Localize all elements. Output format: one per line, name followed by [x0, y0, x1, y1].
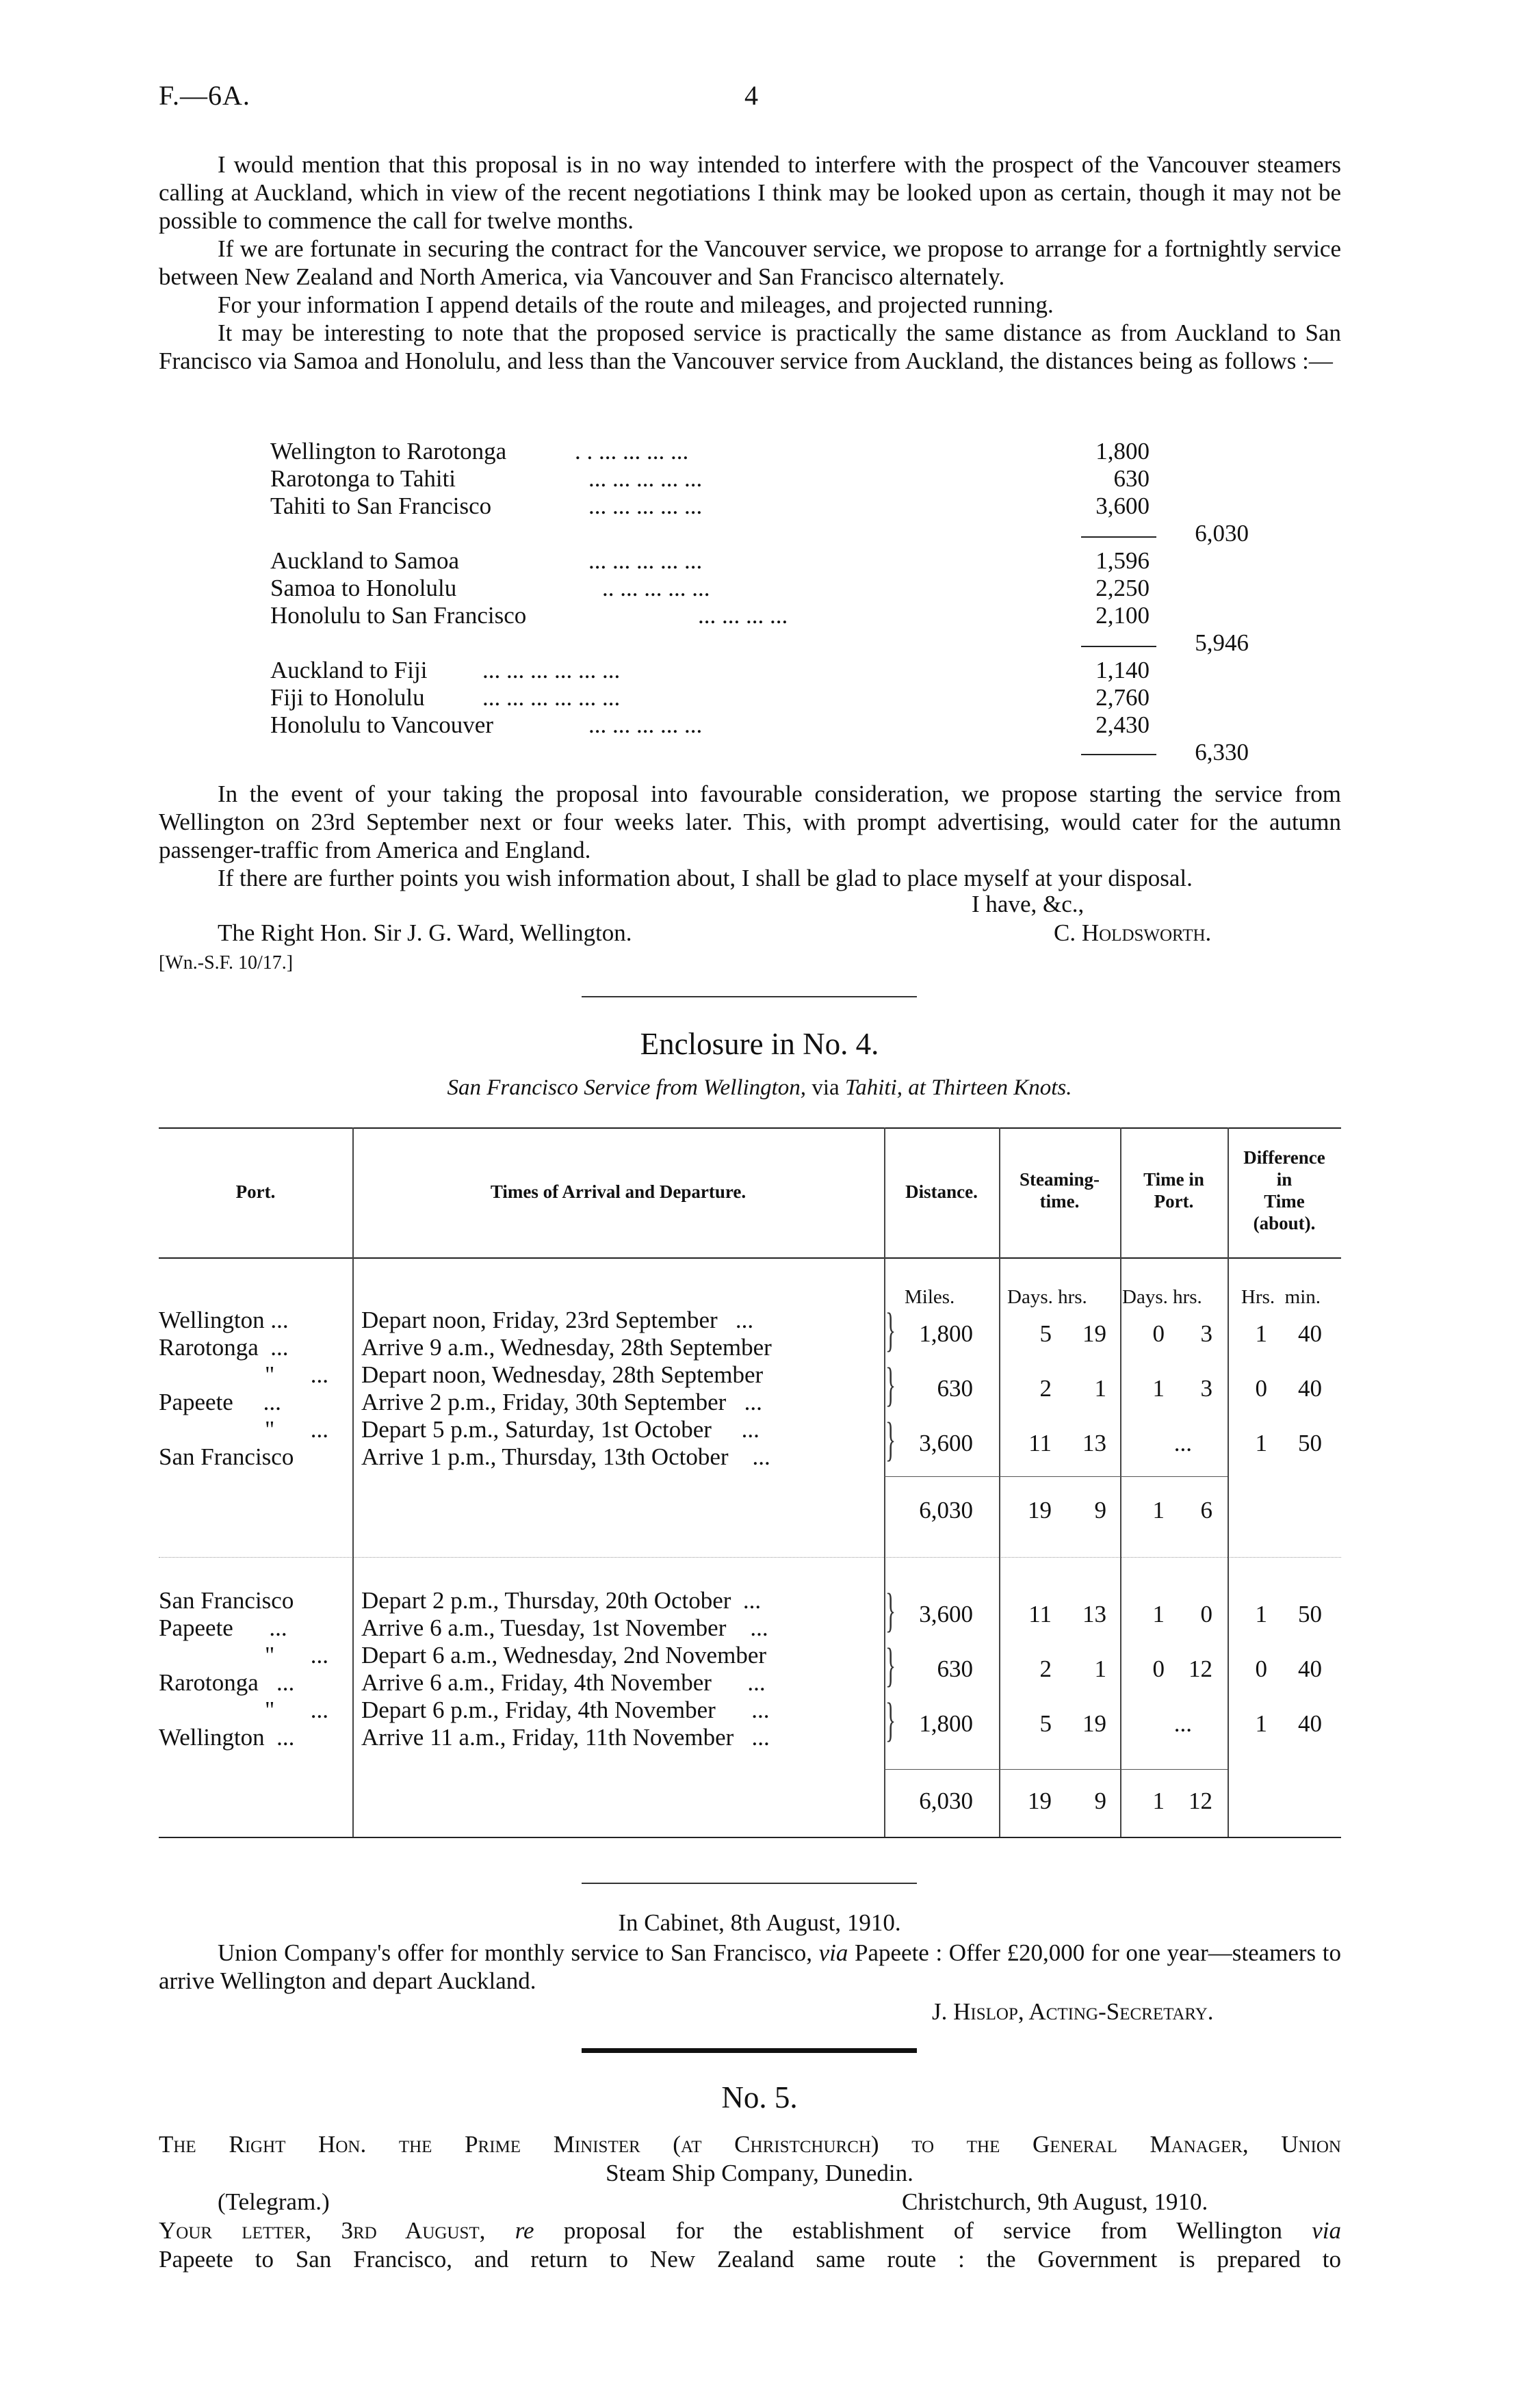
leader-dots: ... ... ... ... ... — [588, 711, 703, 738]
column-rule — [999, 1127, 1000, 1837]
header-line: (about). — [1253, 1213, 1316, 1233]
steaming-days: 11 — [1028, 1601, 1052, 1627]
minute-via: via — [818, 1939, 848, 1966]
distance-miles: 1,596 — [1095, 547, 1150, 574]
letter-closing — [159, 780, 1341, 892]
distance-miles: 3,600 — [1095, 493, 1150, 519]
diff-minutes: 50 — [1298, 1601, 1322, 1627]
schedule-entry: Depart 6 p.m., Friday, 4th November ... — [361, 1697, 770, 1723]
schedule-entry: Depart 6 a.m., Wednesday, 2nd November — [361, 1642, 767, 1668]
table-rule — [159, 1557, 1341, 1558]
steaming-days: 5 — [1039, 1710, 1052, 1737]
header-line: in — [1276, 1169, 1293, 1190]
header-distance: Distance. — [905, 1181, 978, 1202]
header-line: Steaming- — [1020, 1169, 1100, 1190]
total-miles: 6,030 — [919, 1788, 973, 1814]
diff-minutes: 40 — [1298, 1375, 1322, 1402]
port-name: Rarotonga ... — [159, 1669, 295, 1696]
header-line: Port. — [1154, 1191, 1194, 1212]
distance-place: Auckland to Fiji — [270, 657, 428, 683]
subtitle-part: San Francisco Service from Wellington, — [447, 1075, 807, 1100]
steaming-hours: 1 — [1094, 1375, 1106, 1402]
sign-off: I have, &c., — [972, 891, 1085, 917]
subtitle-via: via — [812, 1075, 840, 1100]
unit-hrs-min: Hrs. min. — [1241, 1286, 1321, 1308]
brace-icon: } — [885, 1304, 896, 1357]
port-days: 0 — [1152, 1656, 1165, 1682]
telegram-label: (Telegram.) — [218, 2188, 330, 2215]
leader-dots: ... ... ... ... ... — [588, 493, 703, 519]
total-steaming-days: 19 — [1028, 1497, 1052, 1523]
page-number: 4 — [744, 80, 758, 111]
leader-dots: ... ... ... ... ... ... — [482, 684, 621, 711]
port-name: San Francisco — [159, 1587, 294, 1614]
schedule-entry: Arrive 6 a.m., Tuesday, 1st November ... — [361, 1614, 768, 1641]
port-name: Wellington ... — [159, 1724, 295, 1751]
schedule-entry: Arrive 2 p.m., Friday, 30th September ... — [361, 1389, 762, 1415]
header-port: Port. — [235, 1181, 276, 1202]
steaming-hours: 19 — [1082, 1710, 1106, 1737]
distance-place: Auckland to Samoa — [270, 547, 460, 574]
diff-minutes: 40 — [1298, 1320, 1322, 1347]
header-steaming — [999, 1168, 1120, 1212]
total-steaming-hours: 9 — [1094, 1788, 1106, 1814]
subtotal-rule — [884, 1476, 1228, 1477]
steaming-hours: 19 — [1082, 1320, 1106, 1347]
total-port-hours: 6 — [1200, 1497, 1212, 1523]
header-line: Time — [1264, 1191, 1305, 1212]
leader-dots: ... ... ... ... ... ... — [482, 657, 621, 683]
distance-miles: 630 — [1113, 465, 1150, 492]
distance-miles: 1,800 — [1095, 438, 1150, 464]
brace-icon: } — [885, 1359, 896, 1411]
header-time-in-port — [1120, 1168, 1228, 1212]
brace-icon: } — [885, 1694, 896, 1746]
brace-icon: } — [885, 1639, 896, 1692]
unit-days-hrs: Days. hrs. — [1007, 1286, 1087, 1308]
distance-total: 6,330 — [1195, 739, 1249, 765]
port-name: " ... — [265, 1642, 329, 1668]
port-name: Papeete ... — [159, 1389, 281, 1415]
enclosure-subtitle — [0, 1075, 1519, 1101]
port-name: " ... — [265, 1416, 329, 1443]
distance-miles: 2,430 — [1095, 711, 1150, 738]
steaming-days: 2 — [1039, 1656, 1052, 1682]
port-hours: 0 — [1200, 1601, 1212, 1627]
header-line: Time in — [1143, 1169, 1204, 1190]
port-days: 1 — [1152, 1601, 1165, 1627]
port-name: Papeete ... — [159, 1614, 287, 1641]
total-port-days: 1 — [1152, 1497, 1165, 1523]
enclosure-title: Enclosure in No. 4. — [640, 1027, 879, 1061]
paragraph: If we are fortunate in securing the contract for the Vancouver service, we propose to arrange for a fortnightly service between New Zealand and North America, via Vancouver and San Francisco alternately. — [159, 235, 1341, 290]
schedule-entry: Depart 2 p.m., Thursday, 20th October ... — [361, 1587, 762, 1614]
timetable — [159, 1127, 1341, 1839]
port-name: " ... — [265, 1697, 329, 1723]
distance-miles: 2,250 — [1095, 575, 1150, 601]
distance-miles: 2,100 — [1095, 602, 1150, 629]
unit-miles: Miles. — [905, 1286, 955, 1308]
leader-dots: ... ... ... ... ... — [588, 547, 703, 574]
telegram-place-date: Christchurch, 9th August, 1910. — [902, 2188, 1208, 2215]
subtitle-part: Tahiti, at Thirteen Knots. — [844, 1075, 1072, 1100]
port-days: 0 — [1152, 1320, 1165, 1347]
cabinet-signatory: J. Hislop, Acting-Secretary. — [932, 1998, 1214, 2025]
table-rule — [159, 1257, 1341, 1259]
paragraph: For your information I append details of the route and mileages, and projected running. — [218, 291, 1054, 318]
diff-hours: 1 — [1255, 1430, 1267, 1456]
minute-text: Union Company's offer for monthly service to San Francisco, — [218, 1939, 812, 1966]
minute-text: Papeete : Offer £20,000 for one year—steamers to arrive Wellington and depart Auckland. — [159, 1939, 1342, 1994]
diff-minutes: 50 — [1298, 1430, 1322, 1456]
addressee: The Right Hon. Sir J. G. Ward, Wellington. — [218, 919, 632, 946]
port-hours: 12 — [1189, 1656, 1212, 1682]
table-rule — [159, 1127, 1341, 1129]
diff-hours: 1 — [1255, 1601, 1267, 1627]
paragraph: In the event of your taking the proposal into favourable consideration, we propose starting the service from Wellington on 23rd September next or four weeks later. This, with prompt advertising, would cater for the autumn passenger-traffic from America and England. — [159, 781, 1341, 863]
leader-dots: .. ... ... ... ... — [602, 575, 710, 601]
telegram-body — [159, 2216, 1341, 2245]
brace-icon: } — [885, 1413, 896, 1466]
distance-miles: 1,140 — [1095, 657, 1150, 683]
leg-miles: 1,800 — [919, 1320, 973, 1347]
leader-dots: ... ... ... ... ... — [588, 465, 703, 492]
signatory: C. Holdsworth. — [1054, 919, 1212, 946]
leg-miles: 1,800 — [919, 1710, 973, 1737]
distance-total: 5,946 — [1195, 629, 1249, 656]
total-steaming-days: 19 — [1028, 1788, 1052, 1814]
paragraph: I would mention that this proposal is in no way intended to interfere with the prospect of the Vancouver steamers calling at Auckland, which in view of the recent negotiations I think may be looked upon as certain, though it may not be possible to commence the call for twelve months. — [159, 151, 1341, 234]
sum-rule — [1081, 754, 1156, 755]
document-reference: F.—6A. — [159, 80, 250, 111]
distance-place: Wellington to Rarotonga — [270, 438, 507, 464]
port-name: Wellington ... — [159, 1307, 289, 1333]
cabinet-minute — [159, 1939, 1341, 1995]
paragraph: If there are further points you wish information about, I shall be glad to place myself at your disposal. — [218, 865, 1193, 891]
diff-hours: 0 — [1255, 1656, 1267, 1682]
port-hours: 3 — [1200, 1375, 1212, 1402]
steaming-days: 11 — [1028, 1430, 1052, 1456]
diff-hours: 1 — [1255, 1710, 1267, 1737]
table-rule — [159, 1837, 1341, 1838]
schedule-entry: Depart 5 p.m., Saturday, 1st October ... — [361, 1416, 760, 1443]
no5-title: No. 5. — [721, 2080, 798, 2115]
port-name: Rarotonga ... — [159, 1334, 289, 1361]
steaming-days: 5 — [1039, 1320, 1052, 1347]
port-days: 1 — [1152, 1375, 1165, 1402]
leg-miles: 3,600 — [919, 1601, 973, 1627]
steaming-hours: 13 — [1082, 1601, 1106, 1627]
port-name: San Francisco — [159, 1443, 294, 1470]
section-divider — [582, 2048, 917, 2053]
leg-miles: 630 — [937, 1375, 973, 1402]
distance-place: Rarotonga to Tahiti — [270, 465, 456, 492]
section-divider — [582, 1883, 917, 1884]
port-days: ... — [1173, 1430, 1192, 1456]
diff-minutes: 40 — [1298, 1710, 1322, 1737]
port-name: " ... — [265, 1361, 329, 1388]
telegram-text: Your letter, 3rd August, — [159, 2217, 486, 2244]
header-line: Difference — [1243, 1147, 1325, 1168]
file-reference: [Wn.-S.F. 10/17.] — [159, 952, 294, 973]
sum-rule — [1081, 536, 1156, 538]
schedule-entry: Arrive 11 a.m., Friday, 11th November ... — [361, 1724, 770, 1751]
diff-minutes: 40 — [1298, 1656, 1322, 1682]
distance-miles: 2,760 — [1095, 684, 1150, 711]
distance-place: Honolulu to Vancouver — [270, 711, 493, 738]
telegram-body-cont: Papeete to San Francisco, and return to New Zealand same route : the Government is prepared to — [159, 2246, 1341, 2273]
paragraph: It may be interesting to note that the proposed service is practically the same distance as from Auckland to San Francisco via Samoa and Honolulu, and less than the Vancouver service from Auckland, the distances being as follows :— — [159, 319, 1341, 374]
no5-heading-cont: Steam Ship Company, Dunedin. — [606, 2160, 913, 2186]
header-times: Times of Arrival and Departure. — [490, 1181, 746, 1202]
subtotal-rule — [884, 1769, 1228, 1770]
diff-hours: 1 — [1255, 1320, 1267, 1347]
schedule-entry: Arrive 6 a.m., Friday, 4th November ... — [361, 1669, 766, 1696]
total-miles: 6,030 — [919, 1497, 973, 1523]
steaming-hours: 13 — [1082, 1430, 1106, 1456]
schedule-entry: Depart noon, Friday, 23rd September ... — [361, 1307, 754, 1333]
leg-miles: 630 — [937, 1656, 973, 1682]
total-steaming-hours: 9 — [1094, 1497, 1106, 1523]
schedule-entry: Arrive 9 a.m., Wednesday, 28th September — [361, 1334, 772, 1361]
section-divider — [582, 996, 917, 997]
column-rule — [352, 1127, 354, 1837]
port-days: ... — [1173, 1710, 1192, 1737]
distance-place: Honolulu to San Francisco — [270, 602, 527, 629]
total-port-hours: 12 — [1189, 1788, 1212, 1814]
schedule-entry: Depart noon, Wednesday, 28th September — [361, 1361, 764, 1388]
schedule-entry: Arrive 1 p.m., Thursday, 13th October ... — [361, 1443, 770, 1470]
diff-hours: 0 — [1255, 1375, 1267, 1402]
distance-place: Fiji to Honolulu — [270, 684, 425, 711]
column-rule — [1120, 1127, 1121, 1837]
steaming-hours: 1 — [1094, 1656, 1106, 1682]
header-line: time. — [1039, 1191, 1080, 1212]
distance-place: Samoa to Honolulu — [270, 575, 457, 601]
distance-total: 6,030 — [1195, 520, 1249, 547]
leg-miles: 3,600 — [919, 1430, 973, 1456]
sum-rule — [1081, 646, 1156, 647]
header-difference — [1228, 1147, 1341, 1234]
total-port-days: 1 — [1152, 1788, 1165, 1814]
brace-icon: } — [885, 1584, 896, 1637]
cabinet-date: In Cabinet, 8th August, 1910. — [618, 1909, 901, 1936]
steaming-days: 2 — [1039, 1375, 1052, 1402]
telegram-via: via — [1312, 2217, 1342, 2244]
telegram-text: proposal for the establishment of service from Wellington — [563, 2217, 1282, 2244]
port-hours: 3 — [1200, 1320, 1212, 1347]
telegram-re: re — [515, 2217, 534, 2244]
leader-dots: ... ... ... ... — [698, 602, 788, 629]
letter-opening — [159, 150, 1341, 375]
unit-days-hrs: Days. hrs. — [1122, 1286, 1202, 1308]
no5-heading: The Right Hon. the Prime Minister (at Christchurch) to the General Manager, Union — [159, 2131, 1341, 2158]
leader-dots: . . ... ... ... ... — [575, 438, 689, 464]
distance-place: Tahiti to San Francisco — [270, 493, 492, 519]
